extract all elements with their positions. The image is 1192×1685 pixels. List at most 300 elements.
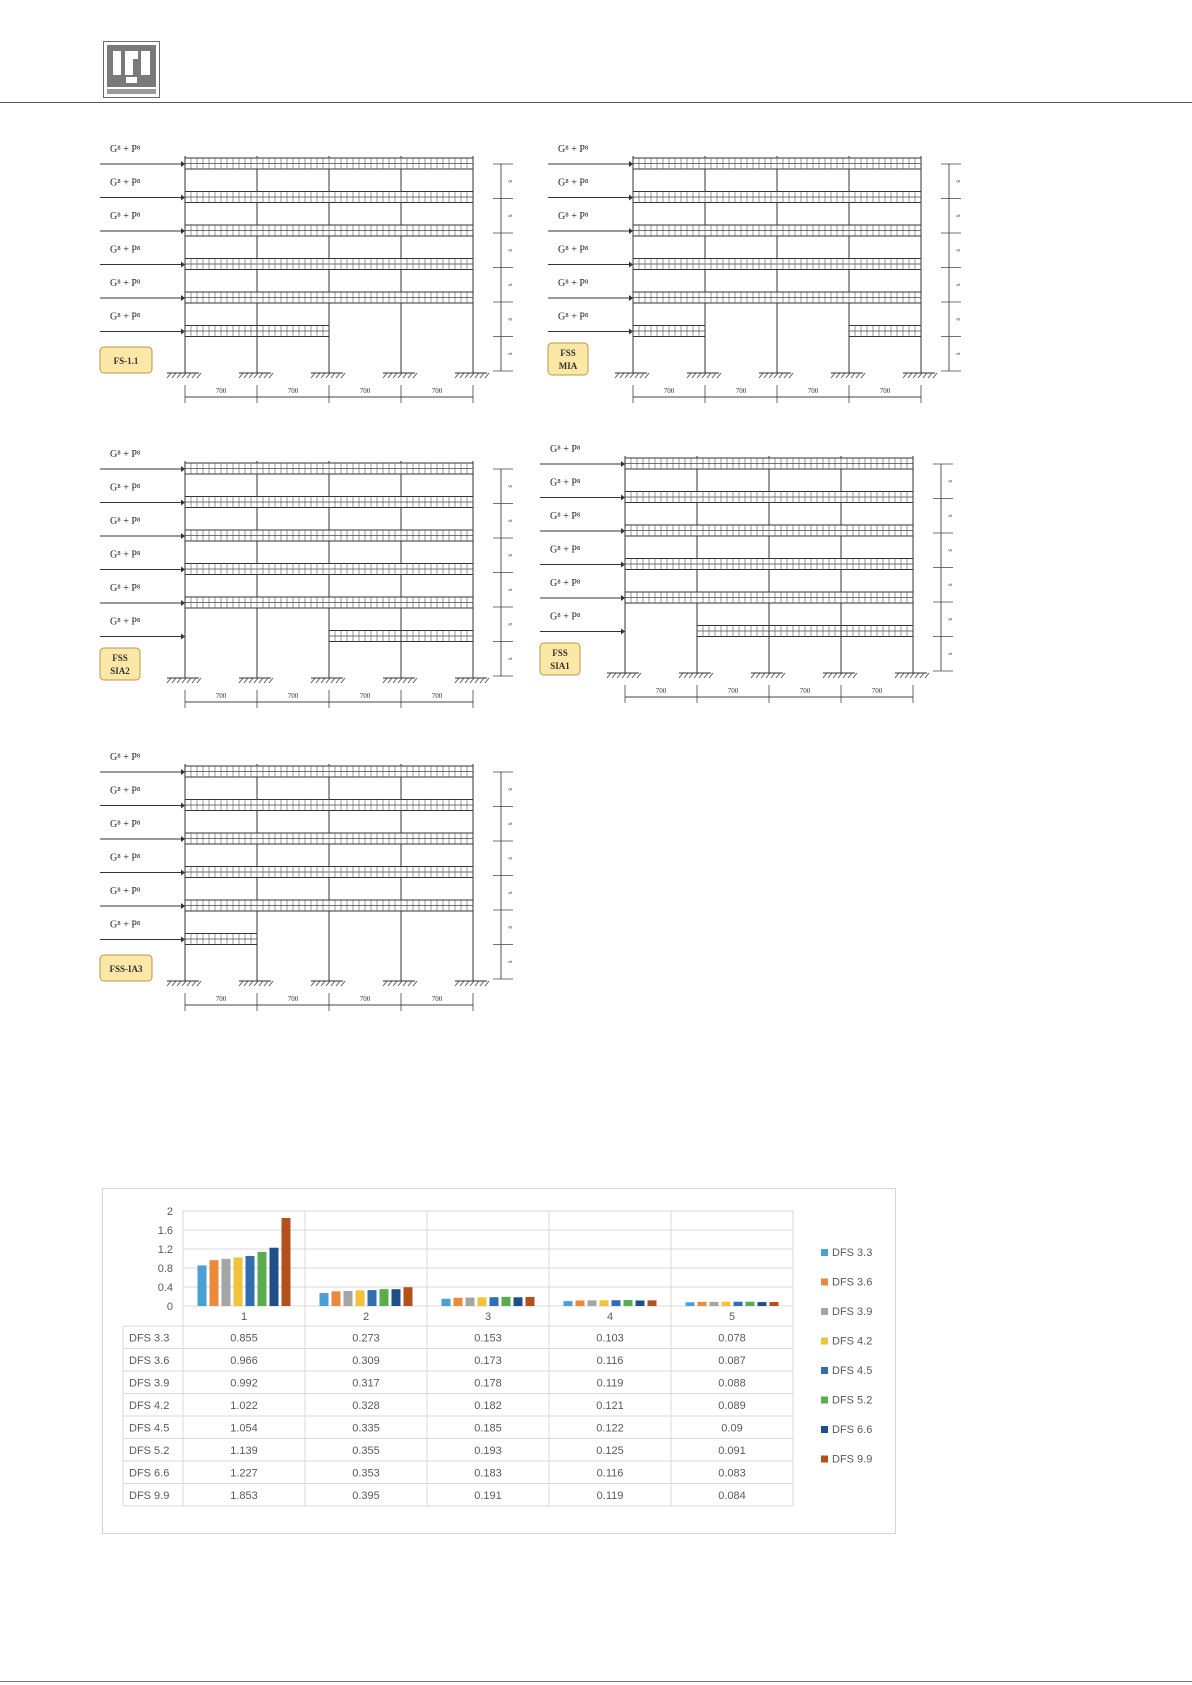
- height-dimension: [493, 164, 514, 371]
- support-hatch: [846, 373, 850, 378]
- load-label: G⁸ + P⁸: [110, 549, 141, 561]
- table-cell: 0.335: [352, 1422, 380, 1435]
- arrow-head: [181, 836, 185, 842]
- storey-height-label: s: [946, 479, 954, 483]
- storey-height-label: s: [946, 514, 954, 518]
- support-hatch: [779, 373, 783, 378]
- arrow-head: [181, 567, 185, 573]
- storey-height-label: s: [954, 179, 962, 183]
- table-cell: 0.089: [718, 1399, 746, 1412]
- support-hatch: [192, 373, 196, 378]
- span-label: 700: [655, 687, 667, 695]
- support-hatch: [403, 373, 407, 378]
- support-hatch: [480, 678, 484, 683]
- support-hatch: [853, 673, 857, 678]
- slab-grid: [401, 631, 473, 642]
- span-label: 700: [727, 687, 739, 695]
- storey-height-label: s: [506, 856, 514, 860]
- arrow-head: [621, 629, 625, 635]
- support-hatch: [403, 981, 407, 986]
- support-hatch: [182, 678, 186, 683]
- storey-height-label: s: [506, 960, 514, 964]
- table-cell: 0.193: [474, 1444, 502, 1457]
- slab-grid: [185, 564, 473, 575]
- slab-grid: [625, 458, 913, 469]
- slab-grid: [633, 259, 921, 270]
- support-hatch: [766, 673, 770, 678]
- bar: [270, 1248, 279, 1306]
- support-hatch: [687, 373, 691, 378]
- support-hatch: [316, 678, 320, 683]
- support-hatch: [784, 373, 788, 378]
- storey-height-label: s: [946, 652, 954, 656]
- footer-divider: [0, 1681, 1192, 1682]
- slab-grid: [625, 559, 913, 570]
- table-row-header: DFS 4.5: [129, 1422, 170, 1435]
- bar: [734, 1302, 743, 1306]
- storey-height-label: s: [506, 484, 514, 488]
- storey-height-label: s: [506, 622, 514, 626]
- support-hatch: [485, 373, 489, 378]
- support-hatch: [321, 981, 325, 986]
- support-hatch: [771, 673, 775, 678]
- support-hatch: [769, 373, 773, 378]
- support-hatch: [625, 373, 629, 378]
- load-label: G⁸ + P⁸: [110, 852, 141, 864]
- bar: [442, 1299, 451, 1306]
- support-hatch: [413, 981, 417, 986]
- slab-grid: [185, 192, 473, 203]
- support-hatch: [336, 678, 340, 683]
- support-hatch: [172, 678, 176, 683]
- span-label: 700: [879, 387, 891, 395]
- legend-label: DFS 4.5: [832, 1365, 873, 1377]
- support-hatch: [269, 373, 273, 378]
- table-cell: 0.078: [718, 1332, 746, 1345]
- support-hatch: [679, 673, 683, 678]
- support-hatch: [470, 678, 474, 683]
- storey-height-label: s: [506, 283, 514, 287]
- load-label: G⁸ + P⁸: [558, 144, 589, 155]
- support-hatch: [331, 981, 335, 986]
- slab-grid: [185, 833, 473, 844]
- support-hatch: [187, 981, 191, 986]
- table-cell: 0.328: [352, 1399, 380, 1412]
- support-hatch: [607, 673, 611, 678]
- arrow-head: [181, 161, 185, 167]
- load-label: G⁸ + P⁸: [110, 752, 141, 763]
- support-hatch: [249, 678, 253, 683]
- arrow-head: [181, 500, 185, 506]
- bar: [514, 1297, 523, 1306]
- bar: [344, 1291, 353, 1306]
- bar: [698, 1302, 707, 1306]
- slab-grid: [185, 934, 257, 945]
- load-label: G⁸ + P⁸: [550, 511, 581, 522]
- support-hatch: [264, 678, 268, 683]
- support-hatch: [331, 373, 335, 378]
- table-cell: 0.317: [352, 1377, 380, 1390]
- bar: [368, 1290, 377, 1306]
- legend-swatch: [821, 1338, 828, 1345]
- support-hatch: [692, 373, 696, 378]
- table-cell: 0.992: [230, 1377, 258, 1390]
- support-hatch: [197, 981, 201, 986]
- table-cell: 0.119: [596, 1377, 624, 1390]
- support-hatch: [259, 678, 263, 683]
- support-hatch: [900, 673, 904, 678]
- x-tick-label: 5: [728, 1311, 736, 1323]
- y-tick-label: 0.8: [157, 1263, 173, 1275]
- support-hatch: [617, 673, 621, 678]
- arrow-head: [629, 329, 633, 335]
- load-label: G⁸ + P⁸: [558, 244, 589, 256]
- legend-label: DFS 3.6: [832, 1276, 873, 1289]
- support-hatch: [249, 981, 253, 986]
- support-hatch: [831, 373, 835, 378]
- support-hatch: [383, 678, 387, 683]
- table-cell: 1.227: [230, 1467, 258, 1480]
- support-hatch: [259, 981, 263, 986]
- support-hatch: [455, 981, 459, 986]
- load-label: G⁸ + P⁸: [110, 244, 141, 256]
- table-row-header: DFS 3.3: [129, 1332, 170, 1345]
- support-hatch: [920, 673, 924, 678]
- slab-grid: [257, 326, 329, 337]
- slab-grid: [849, 326, 921, 337]
- support-hatch: [316, 981, 320, 986]
- y-axis-ticks: [158, 1206, 173, 1313]
- table-cell: 0.116: [596, 1467, 624, 1480]
- storey-height-label: s: [954, 352, 962, 356]
- bar-chart-with-data-table: [102, 1188, 896, 1534]
- support-hatch: [321, 373, 325, 378]
- slab-grid: [633, 158, 921, 169]
- span-label: 700: [287, 387, 299, 395]
- support-hatch: [915, 673, 919, 678]
- span-label: 700: [287, 692, 299, 700]
- arrow-head: [181, 903, 185, 909]
- storey-height-label: s: [506, 787, 514, 791]
- bar: [466, 1298, 475, 1306]
- support-hatch: [925, 673, 929, 678]
- span-label: 700: [799, 687, 811, 695]
- slab-grid: [769, 626, 841, 637]
- bar: [636, 1300, 645, 1306]
- bar: [356, 1290, 365, 1306]
- span-label: 700: [431, 995, 443, 1003]
- storey-height-label: s: [954, 317, 962, 321]
- table-cell: 0.083: [718, 1467, 746, 1480]
- arrow-head: [621, 562, 625, 568]
- support-hatch: [848, 673, 852, 678]
- support-hatch: [764, 373, 768, 378]
- support-hatch: [928, 373, 932, 378]
- y-tick-label: 1.2: [157, 1244, 173, 1256]
- legend-swatch: [821, 1308, 828, 1315]
- arrow-head: [181, 262, 185, 268]
- bar: [624, 1300, 633, 1306]
- arrow-head: [621, 461, 625, 467]
- support-hatch: [187, 678, 191, 683]
- header-divider: [0, 102, 1192, 103]
- storey-height-label: s: [946, 548, 954, 552]
- load-labels: [100, 752, 185, 943]
- bar: [198, 1265, 207, 1306]
- storey-height-label: s: [506, 891, 514, 895]
- support-hatch: [759, 373, 763, 378]
- support-hatch: [918, 373, 922, 378]
- support-hatch: [776, 673, 780, 678]
- legend-label: DFS 5.2: [832, 1394, 873, 1407]
- support-hatch: [475, 373, 479, 378]
- table-cell: 1.022: [230, 1399, 258, 1412]
- tag-label: FS-1.1: [113, 356, 139, 366]
- support-hatch: [707, 373, 711, 378]
- support-hatch: [408, 373, 412, 378]
- slab-grid: [185, 292, 473, 303]
- support-hatch: [480, 373, 484, 378]
- support-hatch: [460, 981, 464, 986]
- slab-grid: [633, 292, 921, 303]
- tag-label: FSS: [552, 648, 568, 658]
- arrow-head: [181, 195, 185, 201]
- slab-grid: [185, 597, 473, 608]
- frame-diagram-fss-ia3: [100, 748, 514, 1033]
- table-row-header: DFS 3.6: [129, 1354, 170, 1367]
- arrow-head: [621, 495, 625, 501]
- legend-label: DFS 3.9: [832, 1306, 873, 1318]
- table-cell: 0.309: [352, 1354, 380, 1367]
- support-hatch: [398, 373, 402, 378]
- arrow-head: [181, 533, 185, 539]
- slab-grid: [185, 326, 257, 337]
- tag-label: MIA: [558, 361, 578, 371]
- support-hatch: [843, 673, 847, 678]
- storey-height-label: s: [506, 553, 514, 557]
- legend-swatch: [821, 1397, 828, 1404]
- support-hatch: [341, 373, 345, 378]
- table-cell: 0.182: [474, 1399, 502, 1412]
- support-hatch: [197, 373, 201, 378]
- support-hatch: [167, 678, 171, 683]
- support-hatch: [637, 673, 641, 678]
- table-cell: 0.088: [718, 1377, 746, 1390]
- span-label: 700: [359, 387, 371, 395]
- support-hatch: [913, 373, 917, 378]
- support-hatch: [187, 373, 191, 378]
- y-tick-label: 0.4: [157, 1282, 173, 1294]
- support-hatch: [627, 673, 631, 678]
- support-hatch: [177, 373, 181, 378]
- support-hatch: [177, 678, 181, 683]
- table-cell: 0.125: [596, 1444, 624, 1457]
- support-hatch: [635, 373, 639, 378]
- bar: [246, 1256, 255, 1306]
- support-hatch: [702, 373, 706, 378]
- bar: [600, 1300, 609, 1306]
- span-label: 700: [871, 687, 883, 695]
- support-hatch: [465, 373, 469, 378]
- load-label: G⁸ + P⁸: [558, 177, 589, 189]
- span-label: 700: [287, 995, 299, 1003]
- frame-tag: [548, 343, 588, 375]
- load-labels: [100, 449, 185, 640]
- slab-grid: [625, 492, 913, 503]
- span-label: 700: [663, 387, 675, 395]
- support-hatch: [475, 981, 479, 986]
- legend-label: DFS 6.6: [832, 1424, 873, 1436]
- span-dimension: [185, 993, 473, 1011]
- bar: [282, 1218, 291, 1306]
- storey-height-label: s: [954, 214, 962, 218]
- span-label: 700: [215, 995, 227, 1003]
- slab-grid: [185, 766, 473, 777]
- x-tick-label: 3: [484, 1311, 492, 1323]
- support-hatch: [717, 373, 721, 378]
- support-hatch: [326, 373, 330, 378]
- support-hatch: [455, 373, 459, 378]
- legend-label: DFS 4.2: [832, 1335, 873, 1348]
- chart-legend: [821, 1247, 872, 1466]
- support-hatch: [620, 373, 624, 378]
- arrow-head: [181, 937, 185, 943]
- bar: [380, 1289, 389, 1306]
- arrow-head: [629, 295, 633, 301]
- support-hatch: [699, 673, 703, 678]
- support-hatch: [383, 981, 387, 986]
- table-cell: 0.178: [474, 1377, 502, 1390]
- table-cell: 1.139: [230, 1444, 258, 1457]
- support-hatch: [460, 678, 464, 683]
- table-cell: 0.355: [352, 1444, 380, 1457]
- table-cell: 1.853: [230, 1489, 258, 1502]
- slab-grid: [697, 626, 769, 637]
- load-labels: [540, 444, 625, 635]
- support-hatch: [455, 678, 459, 683]
- slab-grid: [633, 326, 705, 337]
- support-hatch: [239, 678, 243, 683]
- support-hatch: [751, 673, 755, 678]
- support-hatch: [326, 678, 330, 683]
- support-hatch: [615, 373, 619, 378]
- load-label: G⁸ + P⁸: [110, 278, 141, 289]
- support-hatch: [823, 673, 827, 678]
- support-hatch: [311, 373, 315, 378]
- bar: [686, 1302, 695, 1306]
- y-tick-label: 2: [166, 1206, 173, 1218]
- table-cell: 0.153: [474, 1332, 502, 1345]
- x-axis-labels: [241, 1311, 735, 1323]
- support-hatch: [630, 373, 634, 378]
- support-hatch: [388, 678, 392, 683]
- table-cell: 0.966: [230, 1354, 258, 1367]
- slab-grid: [633, 192, 921, 203]
- load-label: G⁸ + P⁸: [110, 583, 141, 594]
- bar: [722, 1302, 731, 1306]
- table-cell: 0.353: [352, 1467, 380, 1480]
- support-hatch: [622, 673, 626, 678]
- support-hatch: [413, 373, 417, 378]
- support-hatch: [311, 678, 315, 683]
- arrow-head: [621, 528, 625, 534]
- arrow-head: [621, 595, 625, 601]
- table-row-header: DFS 6.6: [129, 1467, 170, 1480]
- support-hatch: [311, 981, 315, 986]
- foundation-supports: [167, 678, 489, 683]
- support-hatch: [326, 981, 330, 986]
- table-cell: 0.091: [718, 1444, 746, 1457]
- bar: [404, 1287, 413, 1306]
- foundation-supports: [615, 373, 937, 378]
- bar: [332, 1291, 341, 1306]
- support-hatch: [239, 981, 243, 986]
- support-hatch: [470, 981, 474, 986]
- span-label: 700: [359, 995, 371, 1003]
- support-hatch: [480, 981, 484, 986]
- table-row-header: DFS 5.2: [129, 1444, 170, 1457]
- legend-swatch: [821, 1456, 828, 1463]
- support-hatch: [789, 373, 793, 378]
- support-hatch: [781, 673, 785, 678]
- bar: [758, 1302, 767, 1306]
- bar: [490, 1297, 499, 1306]
- legend-swatch: [821, 1426, 828, 1433]
- span-dimension: [625, 685, 913, 703]
- support-hatch: [465, 981, 469, 986]
- support-hatch: [712, 373, 716, 378]
- chart-bars: [198, 1218, 779, 1306]
- arrow-head: [181, 634, 185, 640]
- load-label: G⁸ + P⁸: [110, 177, 141, 189]
- support-hatch: [336, 981, 340, 986]
- support-hatch: [264, 373, 268, 378]
- storey-height-label: s: [506, 657, 514, 661]
- load-label: G⁸ + P⁸: [550, 611, 581, 623]
- support-hatch: [172, 981, 176, 986]
- frame-diagram-fss-sia2: [100, 445, 514, 730]
- span-dimension: [185, 385, 473, 403]
- legend-swatch: [821, 1249, 828, 1256]
- support-hatch: [856, 373, 860, 378]
- load-label: G⁸ + P⁸: [110, 616, 141, 628]
- slab-grid: [185, 900, 473, 911]
- storey-height-label: s: [506, 317, 514, 321]
- y-tick-label: 0: [166, 1301, 173, 1313]
- slab-grid: [185, 158, 473, 169]
- span-label: 700: [807, 387, 819, 395]
- table-cell: 0.273: [352, 1332, 380, 1345]
- load-labels: [100, 144, 185, 335]
- load-label: G⁸ + P⁸: [110, 919, 141, 931]
- storey-height-label: s: [506, 588, 514, 592]
- support-hatch: [264, 981, 268, 986]
- table-cell: 0.119: [596, 1489, 624, 1502]
- support-hatch: [167, 373, 171, 378]
- support-hatch: [244, 373, 248, 378]
- table-cell: 0.855: [230, 1332, 258, 1345]
- support-hatch: [244, 678, 248, 683]
- support-hatch: [408, 678, 412, 683]
- support-hatch: [838, 673, 842, 678]
- support-hatch: [694, 673, 698, 678]
- storey-height-label: s: [506, 179, 514, 183]
- span-label: 700: [215, 387, 227, 395]
- data-table: [123, 1306, 793, 1506]
- support-hatch: [709, 673, 713, 678]
- span-label: 700: [431, 692, 443, 700]
- support-hatch: [341, 678, 345, 683]
